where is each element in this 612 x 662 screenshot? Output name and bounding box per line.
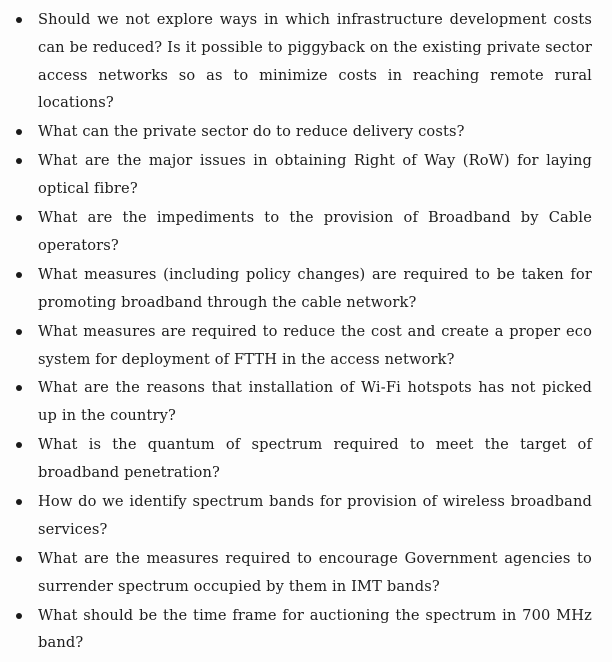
list-item [0,602,612,658]
question-text: What can the private sector do to reduce delivery costs? [38,123,465,141]
bullet-icon [16,442,22,448]
bullet-icon [16,329,22,335]
bullet-icon [16,499,22,505]
list-item [0,545,612,601]
list-item [0,431,612,487]
bullet-icon [16,385,22,391]
list-item [0,488,612,544]
bullet-icon [16,272,22,278]
bullet-icon [16,613,22,619]
list-item [0,374,612,430]
question-text: What are the impediments to the provision of Broadband by Cable operators? [38,209,592,254]
question-text: Should we not explore ways in which infrastructure development costs can be reduced? Is it possible to piggyback on the existing private sector access networks so as to minimize costs in reaching remote rural locations? [38,11,592,112]
list-item [0,204,612,260]
list-item [0,118,612,146]
question-text: What measures are required to reduce the cost and create a proper eco system for deployment of FTTH in the access network? [38,322,592,368]
question-text: What is the quantum of spectrum required to meet the target of broadband penetration? [38,436,592,482]
question-text: What are the major issues in obtaining Right of Way (RoW) for laying optical fibre? [38,152,592,198]
question-text: How do we identify spectrum bands for provision of wireless broadband services? [38,493,592,538]
question-text: What measures (including policy changes) are required to be taken for promoting broadband through the cable network? [38,265,592,311]
question-list [0,6,612,658]
question-text: What should be the time frame for auctioning the spectrum in 700 MHz band? [38,606,592,652]
bullet-icon [16,129,22,135]
bullet-icon [16,158,22,164]
list-item [0,261,612,317]
list-item [0,147,612,203]
question-text: What are the reasons that installation of Wi-Fi hotspots has not picked up in the country? [38,379,592,425]
bullet-icon [16,215,22,221]
question-text: What are the measures required to encourage Government agencies to surrender spectrum occupied by them in IMT bands? [38,549,592,595]
bullet-icon [16,556,22,562]
list-item [0,6,612,117]
bullet-icon [16,17,22,23]
list-item [0,318,612,374]
